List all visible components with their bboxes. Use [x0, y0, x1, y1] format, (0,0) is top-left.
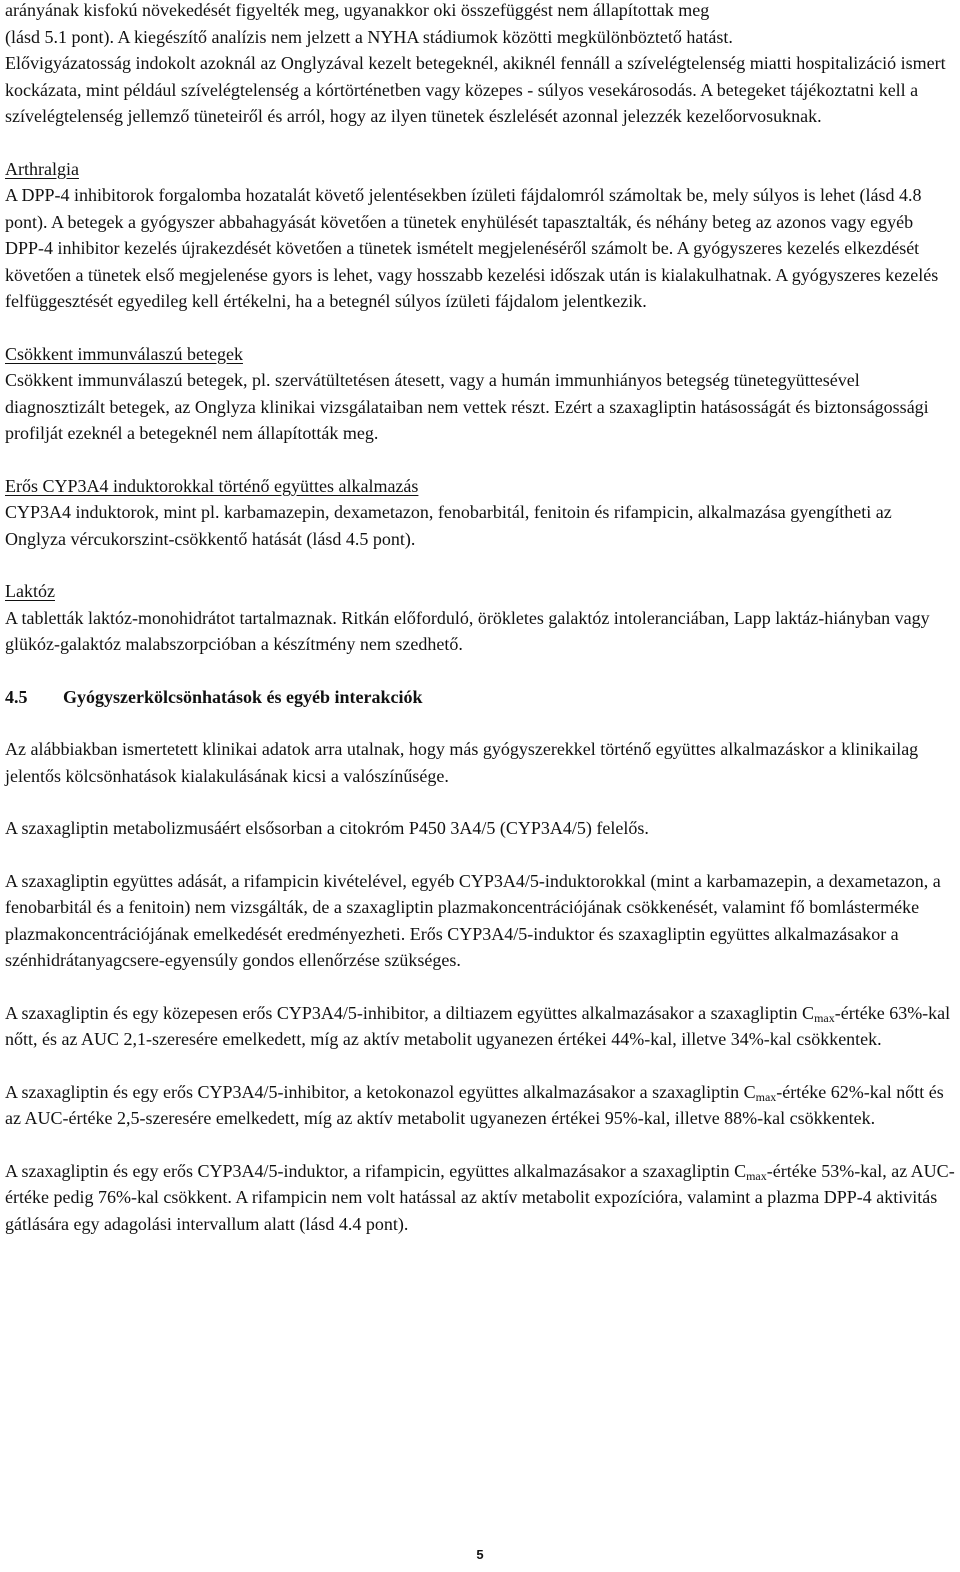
intro-paragraph [5, 0, 955, 130]
rifampicin-text-a: A szaxagliptin és egy erős CYP3A4/5-induktor, a rifampicin, együttes alkalmazásakor a szaxagliptin C [5, 1160, 747, 1181]
arthralgia-section [5, 156, 955, 315]
interaction-paragraph-3: A szaxagliptin együttes adását, a rifampicin kivételével, egyéb CYP3A4/5-induktorokkal (mint a karbamazepin, a dexametazon, a fenobarbitál és a fenitoin) nem vizsgálták, de a szaxagliptin plazmakoncentrációjának csökkenését, valamint fő bomlásterméke plazmakoncentrációjának emelkedését eredményezheti. Erős CYP3A4/5-induktor és szaxagliptin együttes alkalmazásakor a szénhidrátanyagcsere-egyensúly gondos ellenőrzése szükséges. [5, 870, 941, 970]
section-number: 4.5 [5, 686, 28, 707]
page-number: 5 [476, 1547, 484, 1562]
diltiazem-text-b: -értéke 63%-kal nőtt, és az AUC 2,1-szeresére emelkedett, míg az aktív metabolit ugyanezen értékei 44%-kal, illetve 34%-kal csökkentek. [5, 1002, 951, 1049]
rifampicin-text-b: -értéke 53%-kal, az AUC-értéke pedig 76%-kal csökkent. A rifampicin nem volt hatással az aktív metabolit expozícióra, valamint a plazma DPP-4 aktivitás gátlására egy adagolási intervallum alatt (lásd 4.4 pont). [5, 1160, 955, 1234]
interaction-paragraph-1: Az alábbiakban ismertetett klinikai adatok arra utalnak, hogy más gyógyszerekkel történő együttes alkalmazáskor a klinikailag jelentős kölcsönhatások kialakulásának kicsi a valószínűsége. [5, 739, 919, 786]
arthralgia-text: A DPP-4 inhibitorok forgalomba hozatalát követő jelentésekben ízületi fájdalomról számoltak be, mely súlyos is lehet (lásd 4.8 pont). A betegek a gyógyszer abbahagyását követően a tünetek enyhülését tapasztalták, és néhány beteg az azonos vagy egyéb DPP-4 inhibitor kezelés újrakezdését követően a tünetek ismételt megjelenéséről számolt be. A gyógyszeres kezelés elkezdését követően a tünetek első megjelenése gyors is lehet, vagy hosszabb kezelési időszak után is kialakulhatnak. A gyógyszeres kezelés felfüggesztését egyedileg kell értékelni, ha a betegnél súlyos ízületi fájdalom jelentkezik. [5, 185, 939, 311]
cyp3a4-inducers-text: CYP3A4 induktorok, mint pl. karbamazepin, dexametazon, fenobarbitál, fenitoin és rifampicin, alkalmazása gyengítheti az Onglyza vércukorszint-csökkentő hatását (lásd 4.5 pont). [5, 502, 892, 549]
lactose-text: A tabletták laktóz-monohidrátot tartalmaznak. Ritkán előforduló, örökletes galaktóz intoleranciában, Lapp laktáz-hiányban vagy glükóz-galaktóz malabszorpcióban a készítmény nem szedhető. [5, 607, 930, 654]
intro-text: Elővigyázatosság indokolt azoknál az Onglyzával kezelt betegeknél, akiknél fennáll a szívelégtelenség miatti hospitalizáció ismert kockázata, mint például szívelégtelenség a kórtörténetben vagy közepes - súlyos vesekárosodás. A betegeket tájékoztatni kell a szívelégtelenség jellemző tüneteiről és arról, hogy az ilyen tünetek észlelését azonnal jelezzék kezelőorvosuknak. [5, 53, 946, 126]
intro-line-1: arányának kisfokú növekedését figyelték meg, ugyanakkor oki összefüggést nem állapítottak meg [5, 0, 710, 20]
cmax-subscript: max [746, 1168, 767, 1183]
section-title: Gyógyszerkölcsönhatások és egyéb interakciók [63, 686, 423, 707]
arthralgia-heading: Arthralgia [5, 158, 79, 179]
ketoconazole-text-b: -értéke 62%-kal nőtt és az AUC-értéke 2,5-szeresére emelkedett, míg az aktív metabolit ugyanezen értékei 95%-kal, illetve 88%-kal csökkentek. [5, 1081, 944, 1128]
interaction-paragraph-2: A szaxagliptin metabolizmusáért elsősorban a citokróm P450 3A4/5 (CYP3A4/5) felelős. [5, 818, 649, 838]
cmax-subscript: max [814, 1010, 835, 1025]
ketoconazole-text-a: A szaxagliptin és egy erős CYP3A4/5-inhibitor, a ketokonazol együttes alkalmazásakor a szaxagliptin C [5, 1081, 756, 1102]
diltiazem-text-a: A szaxagliptin és egy közepesen erős CYP3A4/5-inhibitor, a diltiazem együttes alkalmazásakor a szaxagliptin C [5, 1002, 815, 1023]
diltiazem-paragraph [5, 1000, 955, 1053]
cyp3a4-inducers-section [5, 473, 955, 553]
lactose-heading: Laktóz [5, 581, 55, 601]
immunocompromised-text: Csökkent immunválaszú betegek, pl. szervátültetésen átesett, vagy a humán immunhiányos betegség tünetegyüttesével diagnosztizált betegek, az Onglyza klinikai vizsgálataiban nem vettek részt. Ezért a szaxagliptin hatásosságát és biztonságossági profilját ezeknél a betegeknél nem állapították meg. [5, 370, 929, 443]
cmax-subscript: max [755, 1089, 777, 1104]
cyp3a4-inducers-heading: Erős CYP3A4 induktorokkal történő együttes alkalmazás [5, 475, 419, 496]
document-page [5, 0, 955, 1263]
rifampicin-paragraph [5, 1158, 955, 1238]
ketoconazole-paragraph [5, 1079, 955, 1132]
immunocompromised-heading: Csökkent immunválaszú betegek [5, 343, 243, 364]
immunocompromised-section [5, 341, 955, 447]
intro-line-2: (lásd 5.1 pont). A kiegészítő analízis nem jelzett a NYHA stádiumok közötti megkülönböztető hatást. [5, 26, 733, 47]
section-heading-4-5 [5, 684, 955, 711]
lactose-section [5, 578, 955, 658]
